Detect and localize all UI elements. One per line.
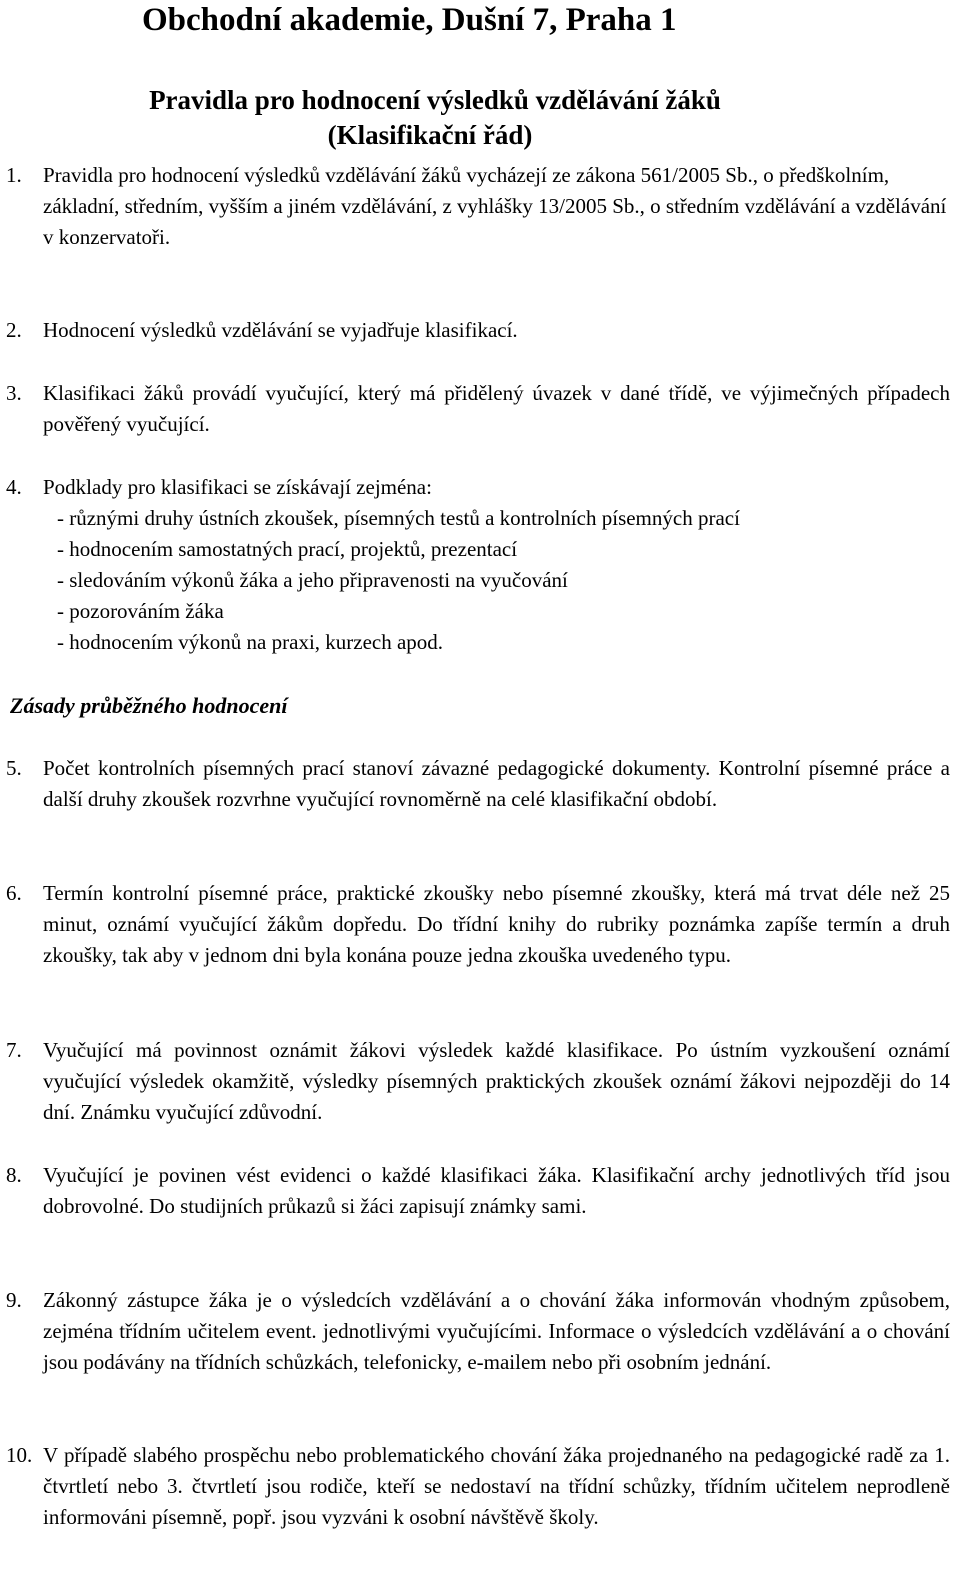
item-text: Vyučující je povinen vést evidenci o každé klasifikaci žáka. Klasifikační archy jednotlivých tříd jsou dobrovolné. Do studijních průkazů si žáci zapisují známky sami. [43,1163,950,1218]
item-text: Termín kontrolní písemné práce, praktické zkoušky nebo písemné zkoušky, která má trvat déle než 25 minut, oznámí vyučující žákům dopředu. Do třídní knihy do rubriky poznámka zapíše termín a druh zkoušky, tak aby v jednom dni byla konána pouze jedna zkouška uvedeného typu. [43,881,950,967]
item-text: Podklady pro klasifikaci se získávají zejména: [43,475,432,499]
item-text: Pravidla pro hodnocení výsledků vzdělávání žáků vycházejí ze zákona 561/2005 Sb., o předškolním, základní, středním, vyšším a jiném vzdělávání, z vyhlášky 13/2005 Sb., o středním vzdělávání a vzdělávání v konzervatoři. [43,163,947,249]
list-item: - sledováním výkonů žáka a jeho připravenosti na vyučování [57,568,568,592]
rule-item-8 [6,1160,950,1222]
rule-item-7 [6,1035,950,1128]
item-number: 2. [6,318,22,342]
rule-item-10 [6,1440,950,1533]
item-number: 5. [6,756,22,780]
rule-item-3 [6,378,950,440]
rule-item-9 [6,1285,950,1378]
list-item: - pozorováním žáka [57,599,224,623]
rule-item-1 [6,160,950,253]
document-title: Pravidla pro hodnocení výsledků vzdělávání žáků [149,85,721,115]
item-number: 1. [6,163,22,187]
item-number: 8. [6,1163,22,1187]
item-number: 9. [6,1288,22,1312]
item-text: V případě slabého prospěchu nebo problematického chování žáka projednaného na pedagogické radě za 1. čtvrtletí nebo 3. čtvrtletí jsou rodiče, kteří se nedostaví na třídní schůzky, třídním učitelem neprodleně informováni písemně, popř. jsou vyzváni k osobní návštěvě školy. [43,1443,950,1529]
school-name: Obchodní akademie, Dušní 7, Praha 1 [142,2,677,38]
rule-item-4 [6,472,950,658]
rule-item-6 [6,878,950,971]
item-text: Počet kontrolních písemných prací stanoví závazné pedagogické dokumenty. Kontrolní písemné práce a další druhy zkoušek rozvrhne vyučující rovnoměrně na celé klasifikační období. [43,756,950,811]
item-number: 4. [6,475,22,499]
item-number: 10. [6,1443,33,1467]
item-number: 3. [6,381,22,405]
document-subtitle: (Klasifikační řád) [327,120,533,150]
item-number: 7. [6,1038,22,1062]
list-item: - hodnocením výkonů na praxi, kurzech apod. [57,630,444,654]
item-text: Zákonný zástupce žáka je o výsledcích vzdělávání a o chování žáka informován vhodným způsobem, zejména třídním učitelem event. jednotlivými vyučujícími. Informace o výsledcích vzdělávání a o chování jsou podávány na třídních schůzkách, telefonicky, e-mailem nebo při osobním jednání. [43,1288,950,1374]
section-heading: Zásady průběžného hodnocení [10,693,288,718]
item-text: Vyučující má povinnost oznámit žákovi výsledek každé klasifikace. Po ústním vyzkoušení oznámí vyučující výsledek okamžitě, výsledky písemných praktických zkoušek oznámí žákovi nejpozději do 14 dní. Známku vyučující zdůvodní. [43,1038,950,1124]
rule-item-2 [6,315,950,346]
list-item: - různými druhy ústních zkoušek, písemných testů a kontrolních písemných prací [57,506,740,530]
item-number: 6. [6,881,22,905]
list-item: - hodnocením samostatných prací, projektů, prezentací [57,537,518,561]
rule-item-5 [6,753,950,815]
item-text: Hodnocení výsledků vzdělávání se vyjadřuje klasifikací. [43,318,518,342]
item-text: Klasifikaci žáků provádí vyučující, který má přidělený úvazek v dané třídě, ve výjimečných případech pověřený vyučující. [43,381,950,436]
